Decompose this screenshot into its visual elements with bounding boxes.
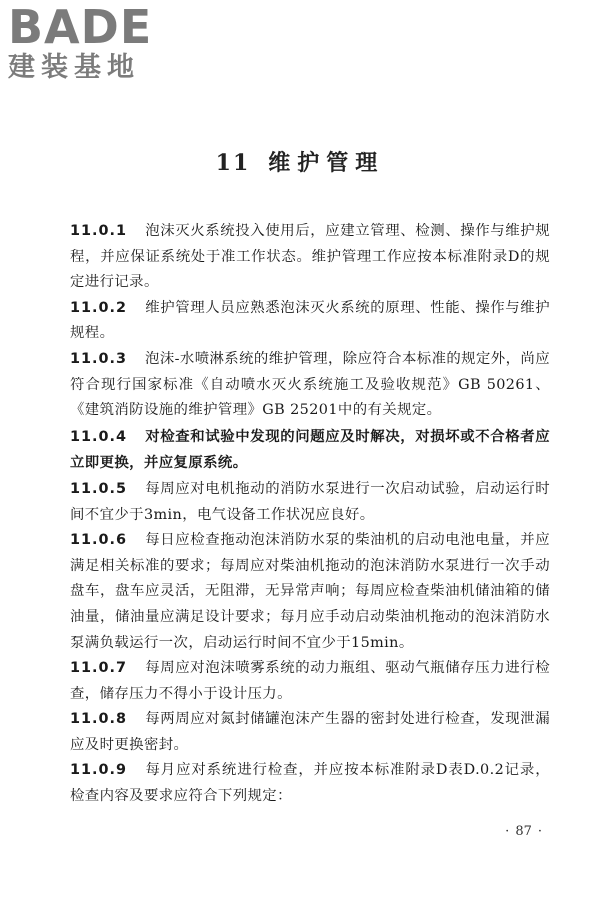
- clause-text: 每月应对系统进行检查，并应按本标准附录D表D.0.2记录，检查内容及要求应符合下列规定：: [70, 762, 550, 805]
- clause-11-0-9: [70, 758, 550, 809]
- brand-logo: [8, 0, 178, 84]
- clause-text: 对检查和试验中发现的问题应及时解决，对损坏或不合格者应立即更换，并应复原系统。: [70, 427, 550, 472]
- clause-text: 每周应对电机拖动的消防水泵进行一次启动试验，启动运行时间不宜少于3min，电气设备工作状况应良好。: [70, 480, 550, 523]
- clause-text: 每两周应对氮封储罐泡沫产生器的密封处进行检查，发现泄漏应及时更换密封。: [70, 711, 550, 753]
- clause-text: 泡沫-水喷淋系统的维护管理，除应符合本标准的规定外，尚应符合现行国家标准《自动喷水灭火系统施工及验收规范》GB 50261、《建筑消防设施的维护管理》GB 25201中的有关规定。: [70, 350, 550, 419]
- clause-list: [70, 219, 550, 810]
- chapter-title: 维护管理: [268, 150, 385, 176]
- clause-number: 11.0.9: [70, 762, 127, 779]
- chapter-number: 11: [215, 150, 251, 176]
- chapter-heading: [0, 146, 600, 177]
- clause-text: 每周应对泡沫喷雾系统的动力瓶组、驱动气瓶储存压力进行检查，储存压力不得小于设计压力。: [70, 660, 550, 702]
- page-number: [499, 824, 548, 839]
- logo-latin-text: BADE: [8, 0, 153, 54]
- clause-text: 维护管理人员应熟悉泡沫灭火系统的原理、性能、操作与维护规程。: [70, 299, 550, 342]
- page-number-dot-left: ·: [505, 824, 510, 839]
- clause-11-0-3: [70, 347, 550, 424]
- clause-number: 11.0.8: [70, 711, 127, 728]
- clause-number: 11.0.7: [70, 660, 127, 677]
- clause-11-0-6: [70, 528, 550, 656]
- clause-number: 11.0.5: [70, 480, 127, 497]
- clause-number: 11.0.6: [70, 532, 127, 549]
- clause-text: 泡沫灭火系统投入使用后，应建立管理、检测、操作与维护规程，并应保证系统处于准工作状态。维护管理工作应按本标准附录D的规定进行记录。: [70, 223, 550, 291]
- clause-11-0-4: [70, 424, 550, 477]
- page-number-value: 87: [515, 824, 532, 839]
- clause-11-0-5: [70, 477, 550, 528]
- page-number-dot-right: ·: [537, 824, 542, 839]
- logo-chinese-text: 建装基地: [8, 52, 140, 83]
- clause-number: 11.0.1: [70, 223, 127, 239]
- clause-11-0-8: [70, 707, 550, 758]
- clause-11-0-1: [70, 219, 550, 296]
- clause-number: 11.0.3: [70, 350, 127, 367]
- clause-11-0-7: [70, 656, 550, 707]
- clause-11-0-2: [70, 296, 550, 347]
- clause-text: 每日应检查拖动泡沫消防水泵的柴油机的启动电池电量，并应满足相关标准的要求；每周应对柴油机拖动的泡沫消防水泵进行一次手动盘车，盘车应灵活，无阻滞，无异常声响；每周应检查柴油机储油箱的储油量，储油量应满足设计要求；每月应手动启动柴油机拖动的泡沫消防水泵满负载运行一次，启动运行时间不宜少于15min。: [70, 532, 550, 651]
- clause-number: 11.0.2: [70, 299, 127, 316]
- clause-number: 11.0.4: [70, 428, 127, 445]
